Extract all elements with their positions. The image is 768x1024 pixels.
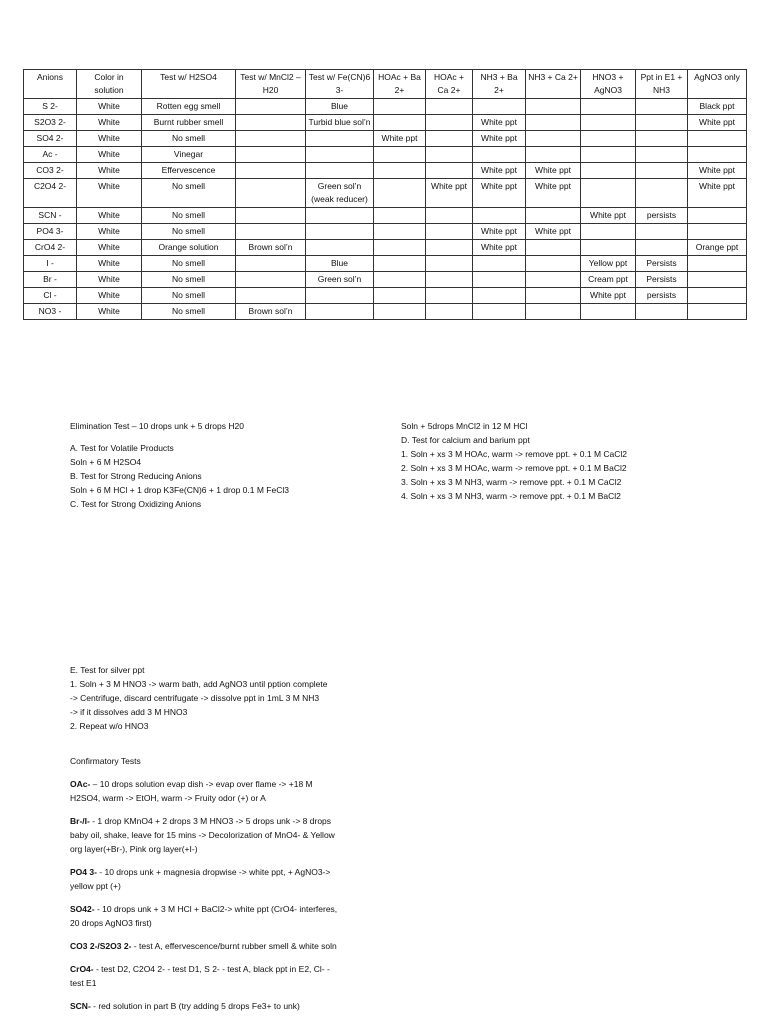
confirmatory-item — [70, 939, 340, 953]
result-cell: Effervescence — [142, 163, 236, 179]
result-cell — [306, 208, 374, 224]
result-cell — [426, 288, 473, 304]
procedure-text: - 10 drops unk + 3 M HCl + BaCl2-> white ppt (CrO4- interferes, 20 drops AgNO3 first) — [70, 904, 338, 928]
result-cell — [473, 99, 526, 115]
column-header: Ppt in E1 + NH3 — [636, 70, 688, 99]
result-cell: White — [77, 115, 142, 131]
result-cell — [236, 99, 306, 115]
result-cell — [526, 240, 581, 256]
result-cell — [236, 131, 306, 147]
result-cell: Black ppt — [688, 99, 747, 115]
column-header: Test w/ Fe(CN)6 3- — [306, 70, 374, 99]
result-cell — [426, 304, 473, 320]
result-cell — [306, 240, 374, 256]
confirmatory-title: Confirmatory Tests — [70, 756, 141, 766]
result-cell — [581, 147, 636, 163]
table-row — [24, 256, 747, 272]
result-cell: No smell — [142, 288, 236, 304]
procedure-text: - test A, effervescence/burnt rubber smell & white soln — [131, 941, 337, 951]
result-cell: No smell — [142, 304, 236, 320]
column-header: Anions — [24, 70, 77, 99]
result-cell — [236, 272, 306, 288]
result-cell — [526, 99, 581, 115]
result-cell: White ppt — [473, 240, 526, 256]
column-header: HNO3 + AgNO3 — [581, 70, 636, 99]
result-cell — [426, 147, 473, 163]
result-cell — [426, 99, 473, 115]
result-cell: White — [77, 163, 142, 179]
result-cell — [374, 147, 426, 163]
text-line: 4. Soln + xs 3 M NH3, warm -> remove ppt. + 0.1 M BaCl2 — [401, 491, 621, 501]
anion-test-table — [23, 69, 747, 320]
result-cell: No smell — [142, 179, 236, 208]
anion-cell: Cl - — [24, 288, 77, 304]
result-cell — [306, 224, 374, 240]
result-cell — [236, 147, 306, 163]
table-row — [24, 131, 747, 147]
result-cell: White — [77, 131, 142, 147]
result-cell — [473, 304, 526, 320]
result-cell: White ppt — [688, 115, 747, 131]
result-cell — [236, 288, 306, 304]
result-cell — [426, 240, 473, 256]
result-cell: Orange solution — [142, 240, 236, 256]
result-cell — [688, 272, 747, 288]
result-cell — [426, 131, 473, 147]
result-cell: Blue — [306, 256, 374, 272]
result-cell: White — [77, 240, 142, 256]
result-cell: White ppt — [374, 131, 426, 147]
result-cell: White — [77, 256, 142, 272]
result-cell — [374, 115, 426, 131]
result-cell: White — [77, 147, 142, 163]
result-cell — [473, 272, 526, 288]
result-cell: No smell — [142, 256, 236, 272]
text-line: -> Centrifuge, discard centrifugate -> dissolve ppt in 1mL 3 M NH3 — [70, 693, 320, 703]
table-row — [24, 240, 747, 256]
result-cell: White ppt — [426, 179, 473, 208]
text-line: Soln + 6 M HCl + 1 drop K3Fe(CN)6 + 1 drop 0.1 M FeCl3 — [70, 485, 289, 495]
table-row — [24, 147, 747, 163]
result-cell — [688, 288, 747, 304]
result-cell — [426, 163, 473, 179]
result-cell — [636, 163, 688, 179]
result-cell: persists — [636, 208, 688, 224]
anion-cell: S2O3 2- — [24, 115, 77, 131]
procedure-text: - 10 drops unk + magnesia dropwise -> white ppt, + AgNO3-> yellow ppt (+) — [70, 867, 331, 891]
result-cell — [426, 272, 473, 288]
confirmatory-tests-section — [70, 754, 340, 1022]
result-cell: Brown sol’n — [236, 304, 306, 320]
result-cell — [581, 179, 636, 208]
text-line: A. Test for Volatile Products — [70, 443, 174, 453]
column-header: NH3 + Ca 2+ — [526, 70, 581, 99]
text-line: 1. Soln + 3 M HNO3 -> warm bath, add AgNO3 until pption complete — [70, 679, 328, 689]
result-cell — [473, 288, 526, 304]
result-cell — [688, 224, 747, 240]
confirmatory-item — [70, 777, 340, 805]
column-header: HOAc + Ca 2+ — [426, 70, 473, 99]
result-cell — [374, 208, 426, 224]
result-cell — [374, 179, 426, 208]
result-cell — [526, 256, 581, 272]
result-cell: White ppt — [688, 179, 747, 208]
result-cell: Burnt rubber smell — [142, 115, 236, 131]
result-cell — [636, 147, 688, 163]
text-line: -> if it dissolves add 3 M HNO3 — [70, 707, 188, 717]
table-row — [24, 272, 747, 288]
result-cell: White ppt — [473, 115, 526, 131]
text-line — [70, 433, 390, 441]
result-cell — [581, 304, 636, 320]
anion-cell: NO3 - — [24, 304, 77, 320]
result-cell: White ppt — [581, 288, 636, 304]
result-cell: White — [77, 272, 142, 288]
result-cell — [636, 115, 688, 131]
confirmatory-item — [70, 902, 340, 930]
result-cell: White ppt — [581, 208, 636, 224]
result-cell — [236, 256, 306, 272]
result-cell: No smell — [142, 208, 236, 224]
table-row — [24, 288, 747, 304]
result-cell — [526, 115, 581, 131]
ion-label: CrO4- — [70, 964, 94, 974]
result-cell: White — [77, 288, 142, 304]
table-row — [24, 179, 747, 208]
anion-cell: S 2- — [24, 99, 77, 115]
result-cell: White ppt — [526, 224, 581, 240]
result-cell — [526, 147, 581, 163]
result-cell — [374, 240, 426, 256]
result-cell: White — [77, 224, 142, 240]
silver-ppt-section — [70, 663, 370, 733]
confirmatory-item — [70, 814, 340, 856]
result-cell: White ppt — [473, 224, 526, 240]
result-cell — [581, 240, 636, 256]
result-cell — [306, 163, 374, 179]
result-cell — [636, 179, 688, 208]
result-cell: White — [77, 208, 142, 224]
result-cell: Brown sol’n — [236, 240, 306, 256]
procedure-text: - 1 drop KMnO4 + 2 drops 3 M HNO3 -> 5 drops unk -> 8 drops baby oil, shake, leave for 15 mins -> Decolorization of MnO4- & Yellow org layer(+Br-), Pink org layer(+I-) — [70, 816, 335, 854]
result-cell: White ppt — [688, 163, 747, 179]
result-cell — [526, 131, 581, 147]
result-cell — [374, 163, 426, 179]
result-cell — [581, 115, 636, 131]
result-cell — [473, 147, 526, 163]
text-line: D. Test for calcium and barium ppt — [401, 435, 530, 445]
result-cell — [526, 288, 581, 304]
text-line: 2. Soln + xs 3 M HOAc, warm -> remove ppt. + 0.1 M BaCl2 — [401, 463, 627, 473]
anion-cell: I - — [24, 256, 77, 272]
result-cell: Green sol’n (weak reducer) — [306, 179, 374, 208]
column-header: HOAc + Ba 2+ — [374, 70, 426, 99]
result-cell — [306, 131, 374, 147]
result-cell — [306, 304, 374, 320]
column-header: Test w/ MnCl2 – H20 — [236, 70, 306, 99]
result-cell — [374, 272, 426, 288]
result-cell — [236, 208, 306, 224]
result-cell — [426, 256, 473, 272]
ion-label: CO3 2-/S2O3 2- — [70, 941, 132, 951]
text-line: Elimination Test – 10 drops unk + 5 drops H20 — [70, 421, 244, 431]
result-cell — [688, 131, 747, 147]
confirmatory-item — [70, 999, 340, 1013]
table-row — [24, 208, 747, 224]
result-cell — [636, 224, 688, 240]
result-cell — [236, 163, 306, 179]
text-line: 2. Repeat w/o HNO3 — [70, 721, 149, 731]
result-cell: Yellow ppt — [581, 256, 636, 272]
text-line: Soln + 5drops MnCl2 in 12 M HCl — [401, 421, 528, 431]
result-cell — [581, 99, 636, 115]
result-cell: Turbid blue sol’n — [306, 115, 374, 131]
result-cell — [636, 240, 688, 256]
result-cell — [581, 163, 636, 179]
result-cell: Orange ppt — [688, 240, 747, 256]
result-cell — [374, 99, 426, 115]
result-cell — [306, 147, 374, 163]
ion-label: SCN- — [70, 1001, 91, 1011]
text-line: 1. Soln + xs 3 M HOAc, warm -> remove ppt. + 0.1 M CaCl2 — [401, 449, 628, 459]
result-cell: White ppt — [473, 163, 526, 179]
ion-label: SO42- — [70, 904, 95, 914]
result-cell: White ppt — [526, 163, 581, 179]
anion-cell: PO4 3- — [24, 224, 77, 240]
text-line: Soln + 6 M H2SO4 — [70, 457, 142, 467]
anion-cell: Ac - — [24, 147, 77, 163]
confirmatory-item — [70, 962, 340, 990]
result-cell: White — [77, 179, 142, 208]
text-line: 3. Soln + xs 3 M NH3, warm -> remove ppt. + 0.1 M CaCl2 — [401, 477, 622, 487]
result-cell: Persists — [636, 256, 688, 272]
result-cell: White ppt — [473, 179, 526, 208]
result-cell — [473, 208, 526, 224]
anion-cell: CO3 2- — [24, 163, 77, 179]
result-cell — [236, 179, 306, 208]
result-cell — [688, 304, 747, 320]
result-cell: White ppt — [526, 179, 581, 208]
confirmatory-item — [70, 865, 340, 893]
result-cell: No smell — [142, 224, 236, 240]
anion-cell: SCN - — [24, 208, 77, 224]
result-cell — [636, 304, 688, 320]
column-header: AgNO3 only — [688, 70, 747, 99]
result-cell — [374, 304, 426, 320]
result-cell — [306, 288, 374, 304]
result-cell — [688, 147, 747, 163]
table-header-row — [24, 70, 747, 99]
result-cell: No smell — [142, 272, 236, 288]
text-line: B. Test for Strong Reducing Anions — [70, 471, 202, 481]
table-row — [24, 163, 747, 179]
result-cell — [374, 256, 426, 272]
result-cell — [426, 224, 473, 240]
result-cell — [374, 224, 426, 240]
result-cell — [473, 256, 526, 272]
column-header: NH3 + Ba 2+ — [473, 70, 526, 99]
result-cell: Rotten egg smell — [142, 99, 236, 115]
ion-label: Br-/I- — [70, 816, 90, 826]
result-cell — [688, 208, 747, 224]
column-header: Color in solution — [77, 70, 142, 99]
result-cell: Vinegar — [142, 147, 236, 163]
result-cell — [526, 272, 581, 288]
result-cell — [581, 131, 636, 147]
table-row — [24, 99, 747, 115]
result-cell — [581, 224, 636, 240]
anion-cell: C2O4 2- — [24, 179, 77, 208]
table-row — [24, 304, 747, 320]
result-cell — [426, 115, 473, 131]
table-row — [24, 224, 747, 240]
anion-cell: Br - — [24, 272, 77, 288]
anion-cell: CrO4 2- — [24, 240, 77, 256]
anion-cell: SO4 2- — [24, 131, 77, 147]
result-cell: White ppt — [473, 131, 526, 147]
result-cell: Persists — [636, 272, 688, 288]
result-cell — [236, 224, 306, 240]
column-header: Test w/ H2SO4 — [142, 70, 236, 99]
result-cell — [526, 208, 581, 224]
result-cell — [526, 304, 581, 320]
result-cell: persists — [636, 288, 688, 304]
result-cell — [636, 131, 688, 147]
result-cell: Green sol’n — [306, 272, 374, 288]
result-cell: No smell — [142, 131, 236, 147]
text-line: E. Test for silver ppt — [70, 665, 145, 675]
result-cell: White — [77, 99, 142, 115]
table-row — [24, 115, 747, 131]
test-d-section — [401, 419, 741, 503]
result-cell: Cream ppt — [581, 272, 636, 288]
elimination-test-section — [70, 419, 390, 511]
result-cell — [688, 256, 747, 272]
result-cell — [636, 99, 688, 115]
result-cell — [374, 288, 426, 304]
result-cell: Blue — [306, 99, 374, 115]
result-cell — [426, 208, 473, 224]
procedure-text: - red solution in part B (try adding 5 drops Fe3+ to unk) — [90, 1001, 300, 1011]
text-line: C. Test for Strong Oxidizing Anions — [70, 499, 202, 509]
procedure-text: - test D2, C2O4 2- - test D1, S 2- - test A, black ppt in E2, Cl- - test E1 — [70, 964, 330, 988]
result-cell: White — [77, 304, 142, 320]
ion-label: OAc- — [70, 779, 91, 789]
ion-label: PO4 3- — [70, 867, 97, 877]
result-cell — [236, 115, 306, 131]
procedure-text: – 10 drops solution evap dish -> evap over flame -> +18 M H2SO4, warm -> EtOH, warm -> Fruity odor (+) or A — [70, 779, 313, 803]
